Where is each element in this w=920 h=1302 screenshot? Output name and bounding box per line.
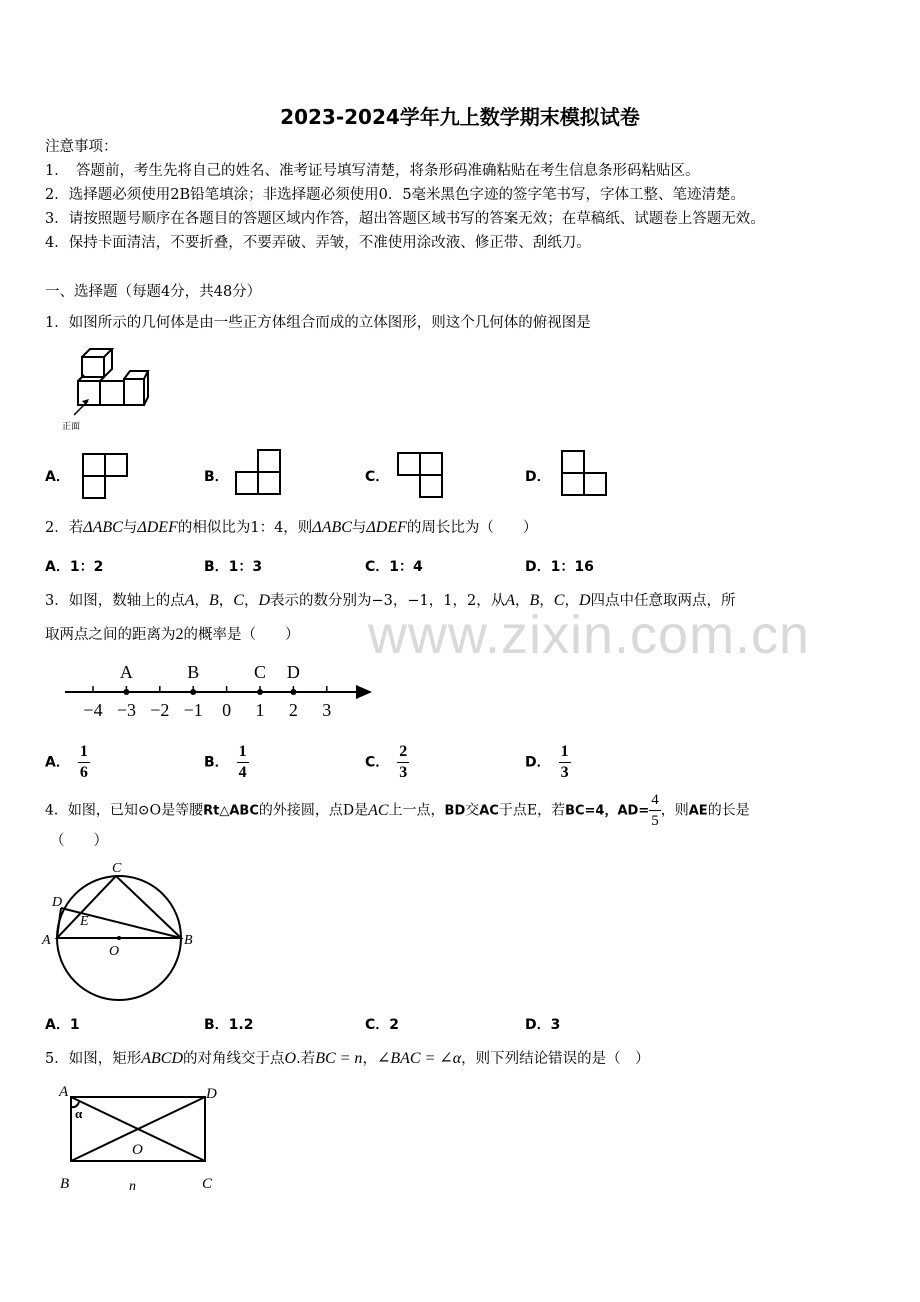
option-b[interactable]: B．: [204, 469, 229, 485]
option-c[interactable]: C． $\frac{2}{3}$: [365, 743, 408, 781]
option-a[interactable]: A． $\frac{1}{6}$: [45, 743, 88, 781]
option-a[interactable]: A．1：2: [45, 559, 104, 575]
svg-text:α: α: [75, 1106, 83, 1121]
svg-text:D: D: [206, 1086, 217, 1102]
svg-text:E: E: [80, 914, 89, 929]
axis-tick-label: 3: [322, 700, 332, 720]
axis-tick-label: 1: [255, 700, 265, 720]
axis-point: [190, 689, 196, 695]
svg-text:B: B: [60, 1176, 70, 1192]
option-a[interactable]: A．: [45, 469, 70, 485]
svg-text:D: D: [52, 895, 63, 910]
axis-tick-label: 2: [288, 700, 298, 720]
question-2-text: 2．若ΔABC与ΔDEF的相似比为1：4，则ΔABC与ΔDEF的周长比为（ ）: [45, 519, 538, 536]
option-c[interactable]: C．1：4: [365, 559, 423, 575]
question-5-text: 5．如图，矩形ABCD的对角线交于点O.若BC = n，∠BAC = ∠α，则下列结论错误的是（ ）: [45, 1050, 650, 1067]
question-4-paren: （ ）: [50, 833, 108, 849]
svg-text:B: B: [184, 933, 193, 948]
note-item: 2．选择题必须使用2B铅笔填涂；非选择题必须使用0．5毫米黑色字迹的签字笔书写，字体工整、笔迹清楚。: [45, 187, 746, 203]
option-c[interactable]: C．2: [365, 1017, 400, 1033]
axis-tick-label: −2: [150, 700, 170, 720]
note-item: 3．请按照题号顺序在各题目的答题区域内作答，超出答题区域书写的答案无效；在草稿纸、试题卷上答题无效。: [45, 211, 765, 227]
axis-tick-label: 0: [222, 700, 232, 720]
axis-point-label: C: [253, 662, 267, 682]
option-d[interactable]: D． $\frac{1}{3}$: [525, 743, 569, 781]
option-b[interactable]: B．1.2: [204, 1017, 254, 1033]
axis-point-label: B: [187, 662, 200, 682]
question-4-text: 4．如图，已知⊙O是等腰Rt△ABC的外接圆，点D是AC上一点，BD交AC于点E，若BC=4，AD= $\frac{4}{5}$ ，则AE的长是: [45, 792, 750, 829]
q1-solid-figure: [60, 345, 150, 435]
note-item: 1． 答题前，考生先将自己的姓名、准考证号填写清楚，将条形码准确粘贴在考生信息条形码粘贴区。: [45, 163, 700, 179]
question-3-text-line2: 取两点之间的距离为2的概率是（ ）: [45, 626, 300, 643]
option-d[interactable]: D．3: [525, 1017, 561, 1033]
q1-option-a-figure: [82, 452, 130, 500]
svg-text:O: O: [109, 944, 120, 959]
axis-point-label: A: [119, 662, 133, 682]
axis-point: [123, 689, 129, 695]
option-c[interactable]: C．: [365, 469, 390, 485]
svg-text:C: C: [112, 861, 122, 876]
axis-tick-label: −4: [83, 700, 103, 720]
option-b[interactable]: B．1：3: [204, 559, 263, 575]
svg-text:n: n: [129, 1179, 136, 1194]
note-item: 4．保持卡面清洁，不要折叠，不要弄破、弄皱，不准使用涂改液、修正带、刮纸刀。: [45, 235, 591, 251]
svg-text:O: O: [132, 1142, 143, 1158]
svg-text:A: A: [42, 933, 51, 948]
svg-text:C: C: [202, 1176, 213, 1192]
axis-point-label: D: [286, 662, 300, 682]
q5-rectangle-figure: [55, 1082, 225, 1197]
notes-header: 注意事项：: [45, 139, 118, 155]
section-header: 一、选择题（每题4分，共48分）: [45, 284, 262, 300]
option-d[interactable]: D．1：16: [525, 559, 594, 575]
question-1-text: 1．如图所示的几何体是由一些正方体组合而成的立体图形，则这个几何体的俯视图是: [45, 315, 591, 331]
front-label: 正面: [62, 421, 81, 431]
watermark: www.zixin.com.cn: [368, 605, 811, 665]
q4-circle-figure: [38, 852, 208, 1007]
q1-option-b-figure: [234, 447, 284, 499]
svg-text:A: A: [59, 1084, 69, 1100]
page-title: 2023-2024学年九上数学期末模拟试卷: [280, 105, 640, 129]
option-b[interactable]: B． $\frac{1}{4}$: [204, 743, 247, 781]
option-a[interactable]: A．1: [45, 1017, 80, 1033]
number-line: [60, 658, 380, 722]
axis-point: [257, 689, 263, 695]
axis-tick-label: −3: [116, 700, 136, 720]
axis-tick-label: −1: [183, 700, 203, 720]
q1-option-c-figure: [396, 450, 446, 500]
q1-option-d-figure: [560, 449, 610, 499]
option-d[interactable]: D．: [525, 469, 551, 485]
axis-point: [290, 689, 296, 695]
question-3-text: 3．如图，数轴上的点A，B，C，D表示的数分别为−3，−1，1，2，从A，B，C，D四点中任意取两点，所: [45, 592, 736, 609]
